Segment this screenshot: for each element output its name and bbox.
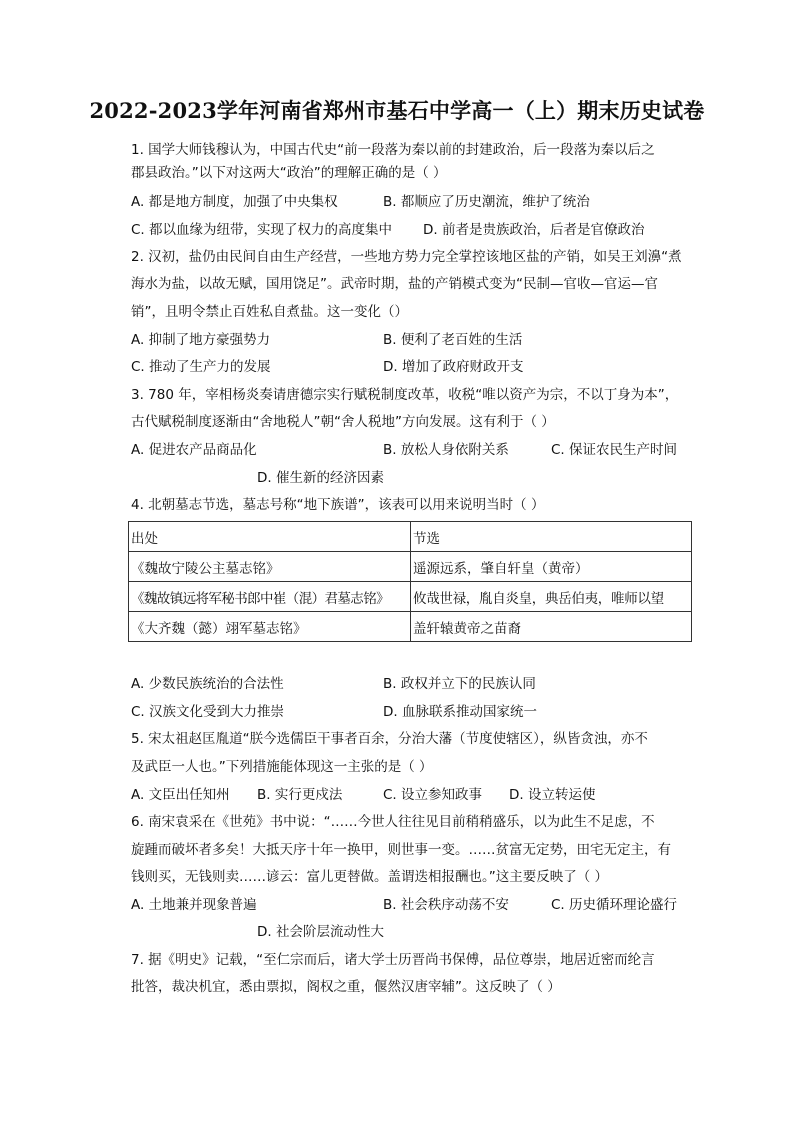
- question-5-option-b: B. 实行更戍法: [257, 787, 343, 803]
- question-1-line-1: 1. 国学大师钱穆认为，中国古代史“前一段落为秦以前的封建政治，后一段落为秦以后之: [131, 142, 655, 158]
- question-1-option-a: A. 都是地方制度，加强了中央集权: [131, 194, 338, 210]
- question-3-line-2: 古代赋税制度逐渐由“舍地税人”朝“舍人税地”方向发展。这有利于（ ）: [131, 414, 555, 430]
- table-row: [129, 582, 692, 612]
- question-1-option-c: C. 都以血缘为纽带，实现了权力的高度集中: [131, 222, 393, 238]
- question-4-option-b: B. 政权并立下的民族认同: [383, 676, 536, 692]
- question-4-line-1: 4. 北朝墓志节选，墓志号称“地下族谱”，该表可以用来说明当时（ ）: [131, 497, 545, 513]
- table-header-excerpt: 节选: [411, 522, 692, 552]
- question-4-option-c: C. 汉族文化受到大力推崇: [131, 704, 285, 720]
- table-header-source: 出处: [129, 522, 411, 552]
- table-cell-source: 《魏故镇远将军秘书郎中崔（混）君墓志铭》: [129, 582, 411, 612]
- question-6-option-b: B. 社会秩序动荡不安: [383, 897, 509, 913]
- question-1-option-b: B. 都顺应了历史潮流，维护了统治: [383, 194, 590, 210]
- question-5-option-d: D. 设立转运使: [509, 787, 596, 803]
- question-3-option-c: C. 保证农民生产时间: [551, 442, 678, 458]
- question-5-option-a: A. 文臣出任知州: [131, 787, 230, 803]
- table-cell-excerpt: 盖轩辕黄帝之苗裔: [411, 612, 692, 642]
- question-3-option-d: D. 催生新的经济因素: [257, 470, 384, 486]
- question-2-option-a: A. 抑制了地方豪强势力: [131, 332, 271, 348]
- table-row: [129, 552, 692, 582]
- table-cell-excerpt: 攸哉世禄，胤自炎皇，典岳伯夷，唯师以望: [411, 582, 692, 612]
- question-5-line-1: 5. 宋太祖赵匡胤道“朕今选儒臣干事者百余，分治大藩（节度使辖区），纵皆贪浊，亦不: [131, 731, 648, 747]
- question-6-option-d: D. 社会阶层流动性大: [257, 924, 384, 940]
- question-7-line-2: 批答，裁决机宜，悉由票拟，阁权之重，偃然汉唐宰辅”。这反映了（ ）: [131, 979, 561, 995]
- question-6-line-2: 旋踵而破坏者多矣！大抵天序十年一换甲，则世事一变。……贫富无定势，田宅无定主，有: [131, 842, 671, 858]
- question-2-option-d: D. 增加了政府财政开支: [383, 359, 524, 375]
- table-header-row: [129, 522, 692, 552]
- question-6-option-a: A. 土地兼并现象普遍: [131, 897, 257, 913]
- table-cell-source: 《大齐魏（懿）翊军墓志铭》: [129, 612, 411, 642]
- table-row: [129, 612, 692, 642]
- question-5-option-c: C. 设立参知政事: [383, 787, 483, 803]
- question-6-option-c: C. 历史循环理论盛行: [551, 897, 678, 913]
- question-2-line-1: 2. 汉初，盐仍由民间自由生产经营，一些地方势力完全掌控该地区盐的产销，如吴王刘濞“煮: [131, 249, 682, 265]
- question-5-line-2: 及武臣一人也。”下列措施能体现这一主张的是（ ）: [131, 759, 433, 775]
- question-2-option-c: C. 推动了生产力的发展: [131, 359, 271, 375]
- question-6-line-3: 钱则买，无钱则卖……谚云：富儿更替做。盖谓迭相报酬也。”这主要反映了（ ）: [131, 869, 609, 885]
- question-2-line-3: 销”，且明令禁止百姓私自煮盐。这一变化（）: [131, 304, 408, 320]
- question-2-option-b: B. 便利了老百姓的生活: [383, 332, 523, 348]
- question-3-line-1: 3. 780 年，宰相杨炎奏请唐德宗实行赋税制度改革，收税“唯以资产为宗，不以丁身为本”，: [131, 387, 679, 403]
- tomb-inscription-table: [128, 521, 692, 642]
- question-1-option-d: D. 前者是贵族政治，后者是官僚政治: [423, 222, 645, 238]
- question-3-option-a: A. 促进农产品商品化: [131, 442, 257, 458]
- table-cell-excerpt: 遥源远系，肇自轩皇（黄帝）: [411, 552, 692, 582]
- question-6-line-1: 6. 南宋袁采在《世苑》书中说：“……今世人往往见目前稍稍盛乐，以为此生不足虑，不: [131, 814, 655, 830]
- question-7-line-1: 7. 据《明史》记载，“至仁宗而后，诸大学士历晋尚书保傅，品位尊崇，地居近密而纶言: [131, 952, 655, 968]
- question-1-line-2: 郡县政治。”以下对这两大“政治”的理解正确的是（ ）: [131, 165, 447, 181]
- exam-title: 2022-2023学年河南省郑州市基石中学高一（上）期末历史试卷: [89, 98, 705, 123]
- table-cell-source: 《魏故宁陵公主墓志铭》: [129, 552, 411, 582]
- question-2-line-2: 海水为盐，以故无赋，国用饶足”。武帝时期，盐的产销模式变为“民制—官收—官运—官: [131, 276, 658, 292]
- question-4-option-a: A. 少数民族统治的合法性: [131, 676, 284, 692]
- question-4-option-d: D. 血脉联系推动国家统一: [383, 704, 537, 720]
- question-3-option-b: B. 放松人身依附关系: [383, 442, 509, 458]
